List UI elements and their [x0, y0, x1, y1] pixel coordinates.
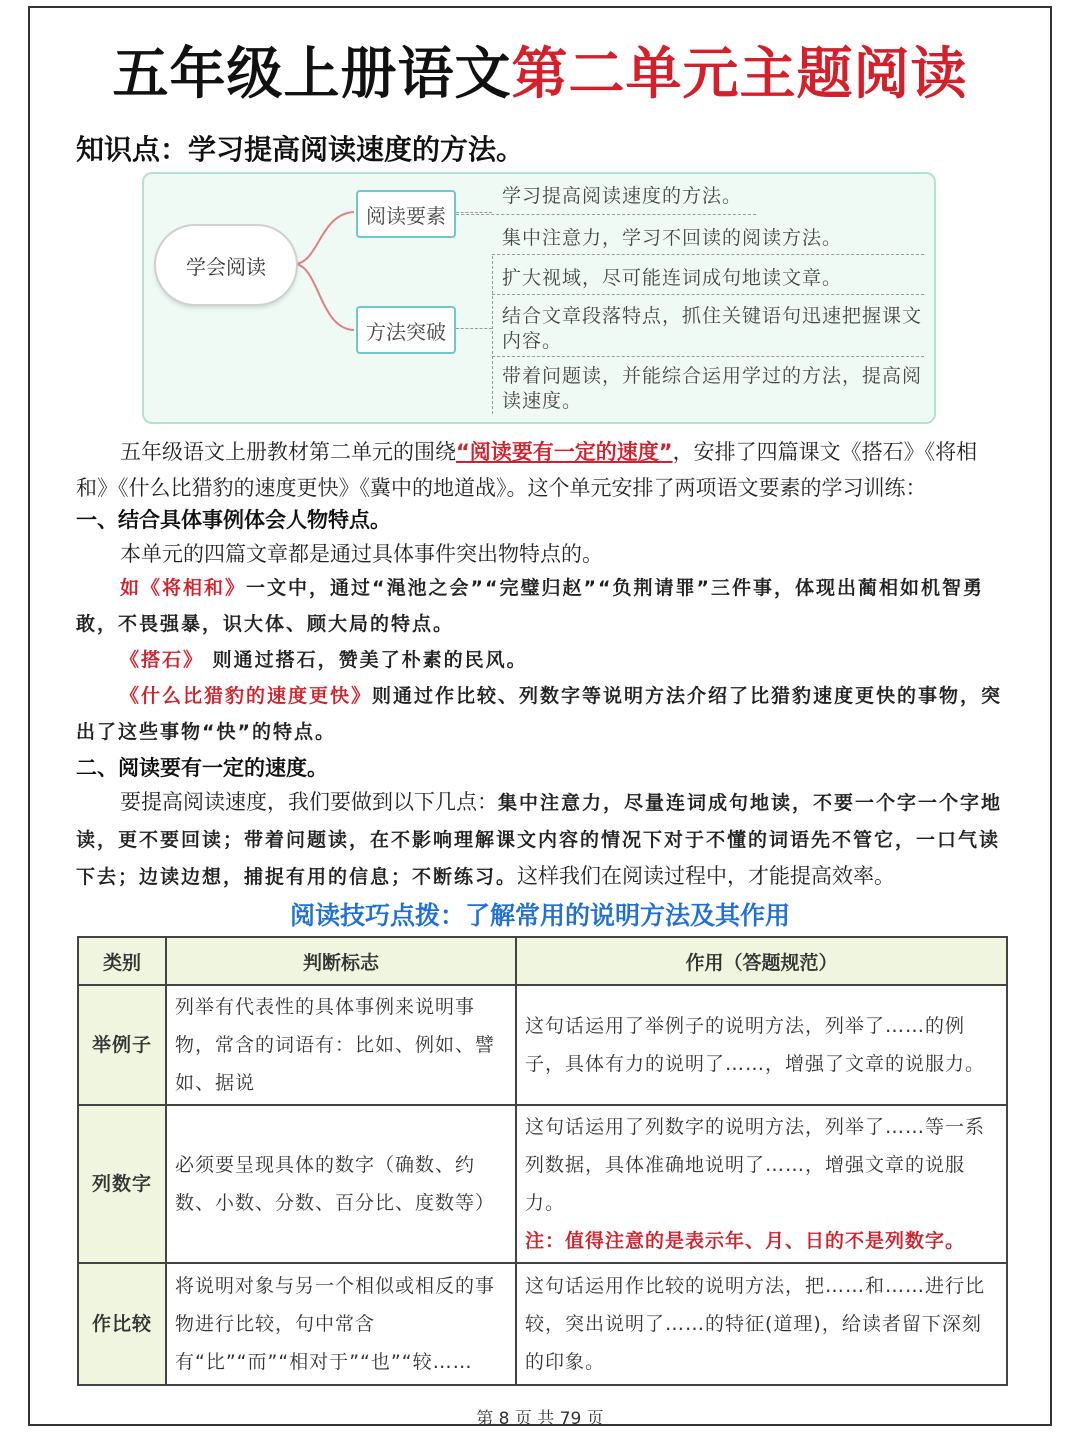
- connector: [492, 256, 493, 414]
- connector: [456, 212, 492, 213]
- explanation-methods-table: [77, 936, 1008, 1386]
- leaf-item: 学习提高阅读速度的方法。: [502, 185, 743, 207]
- divider: [492, 356, 924, 357]
- page-title: [0, 40, 1080, 110]
- divider: [492, 294, 924, 295]
- section1-line: 本单元的四篇文章都是通过具体事件突出物特点的。: [120, 542, 603, 566]
- table-cell-category: 列数字: [78, 1105, 166, 1263]
- section2-heading: 二、阅读要有一定的速度。: [76, 756, 328, 780]
- connector: [456, 328, 492, 329]
- table-row: [78, 985, 1007, 1105]
- section2-text: 要提高阅读速度，我们要做到以下几点：: [120, 790, 498, 814]
- divider: [492, 254, 924, 255]
- table-cell-effect: 这句话运用了举例子的说明方法，列举了……的例子，具体有力的说明了……，增强了文章的说服力。: [516, 985, 1007, 1105]
- example-title: 《什么比猎豹的速度更快》: [120, 685, 373, 707]
- section2-paragraph: [76, 784, 1006, 895]
- example-text: 则通过作比较、列数字等说明方法介绍了比猎豹速度更快的事物，突出了这些事物“快”的特点。: [76, 685, 1003, 743]
- intro-text: ，安排了四篇课文《搭石》《将相和》《什么比猎豹的速度更快》《冀中的地道战》。这个单元安排了两项语文要素的学习训练：: [76, 440, 978, 500]
- table-row: [78, 1263, 1007, 1385]
- leaf-item: 扩大视域，尽可能连词成句地读文章。: [502, 267, 843, 289]
- page-number: 第 8 页 共 79 页: [476, 1409, 604, 1429]
- mind-map-root: 学会阅读: [156, 226, 296, 304]
- divider: [456, 214, 756, 215]
- effect-text: 这句话运用了列数字的说明方法，列举了……等一系列数据，具体准确地说明了……，增强文章的说服力。: [525, 1116, 986, 1214]
- example-paragraph: [76, 678, 1006, 750]
- example-text: 则通过搭石，赞美了朴素的民风。: [204, 649, 528, 671]
- leaf-item: 结合文章段落特点，抓住关键语句迅速把握课文内容。: [502, 305, 923, 352]
- section2-text: 这样我们在阅读过程中，才能提高效率。: [517, 864, 896, 888]
- table-cell-sign: 列举有代表性的具体事例来说明事物，常含的词语有：比如、例如、譬如、据说: [166, 985, 516, 1105]
- table-header: 作用（答题规范）: [516, 937, 1007, 985]
- branch-reading-elements: 阅读要素: [356, 190, 456, 238]
- table-cell-effect: [516, 1105, 1007, 1263]
- example-title: 如《将相和》: [120, 577, 247, 599]
- table-cell-sign: 必须要呈现具体的数字（确数、约数、小数、分数、百分比、度数等）: [166, 1105, 516, 1263]
- section1-heading: 一、结合具体事例体会人物特点。: [76, 508, 391, 532]
- leaf-item: 集中注意力，学习不回读的阅读方法。: [502, 227, 843, 249]
- example-paragraph: [76, 570, 1006, 642]
- table-cell-category: 举例子: [78, 985, 166, 1105]
- intro-highlight: “阅读要有一定的速度”: [456, 440, 673, 464]
- knowledge-point: 知识点：学习提高阅读速度的方法。: [76, 133, 525, 166]
- table-header-row: [78, 937, 1007, 985]
- table-cell-sign: 将说明对象与另一个相似或相反的事物进行比较，句中常含有“比”“而”“相对于”“也”“较……: [166, 1263, 516, 1385]
- intro-text: 五年级语文上册教材第二单元的围绕: [120, 440, 456, 464]
- intro-paragraph: [76, 434, 1006, 506]
- mind-map: [142, 172, 936, 424]
- section2-text: 集中注意力，尽量连词成句地读，不要一个字一个字地读，更不要回读；带着问题读，在不影响理解课文内容的情况下对于不懂的词语先不管它，一口气读下去；边读边想，捕捉有用的信息；不断练习。: [76, 792, 1003, 888]
- example-title: 《搭石》: [120, 649, 205, 671]
- table-cell-effect: 这句话运用作比较的说明方法，把……和……进行比较，突出说明了……的特征(道理)，给读者留下深刻的印象。: [516, 1263, 1007, 1385]
- leaf-item: 带着问题读，并能综合运用学过的方法，提高阅读速度。: [502, 365, 923, 412]
- table-header: 判断标志: [166, 937, 516, 985]
- branch-method-breakthrough: 方法突破: [356, 306, 456, 354]
- table-header: 类别: [78, 937, 166, 985]
- example-paragraph: [76, 642, 1006, 678]
- table-row: [78, 1105, 1007, 1263]
- tips-title: 阅读技巧点拨：了解常用的说明方法及其作用: [289, 901, 790, 930]
- title-part-red: 第二单元主题阅读: [511, 42, 968, 107]
- example-text: 一文中，通过“渑池之会”“完璧归赵”“负荆请罪”三件事，体现出蔺相如机智勇敢，不畏强暴，识大体、顾大局的特点。: [76, 577, 984, 635]
- effect-note: 注：值得注意的是表示年、月、日的不是列数字。: [525, 1230, 966, 1252]
- table-cell-category: 作比较: [78, 1263, 166, 1385]
- title-part-black: 五年级上册语文: [112, 42, 512, 107]
